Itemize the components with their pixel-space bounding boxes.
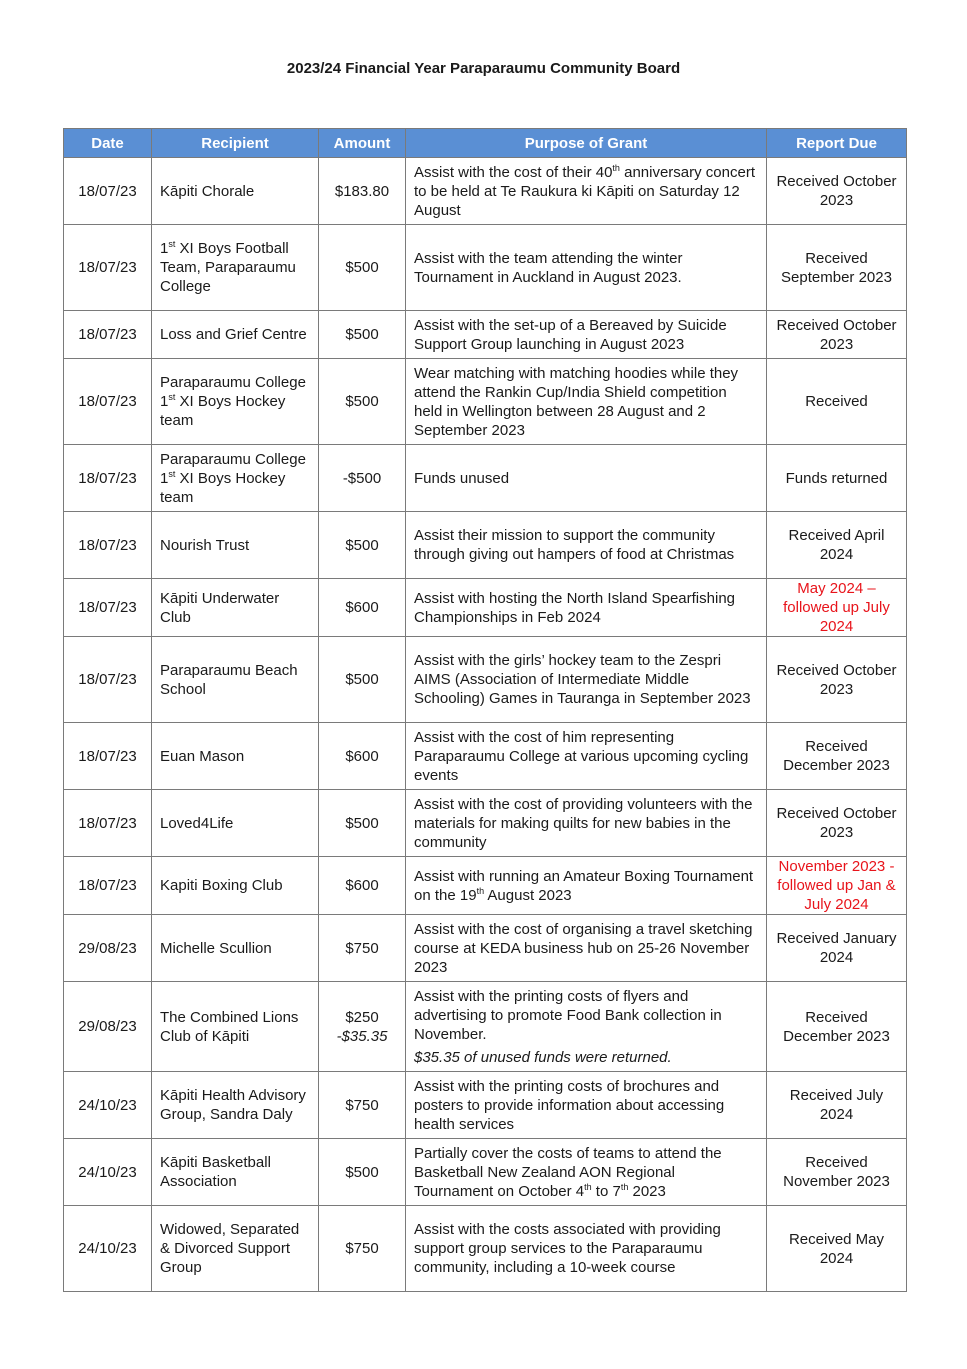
- recipient-cell: Kāpiti Basketball Association: [152, 1139, 319, 1206]
- amount-cell: [319, 359, 406, 445]
- table-row: [64, 915, 907, 982]
- amount-value: $500: [345, 259, 379, 276]
- purpose-text: Assist with the cost of providing volunteers with the materials for making quilts for new babies in the community: [414, 795, 753, 851]
- recipient-cell: Paraparaumu College 1st XI Boys Hockey team: [152, 359, 319, 445]
- amount-value: $600: [345, 599, 379, 616]
- amount-value: $500: [345, 1163, 379, 1181]
- amount-value: $750: [345, 939, 379, 957]
- purpose-text: Assist with the set-up of a Bereaved by Suicide Support Group launching in August 2023: [414, 316, 727, 353]
- recipient-cell: Loss and Grief Centre: [152, 311, 319, 359]
- amount-cell: [319, 857, 406, 915]
- amount-cell: [319, 225, 406, 311]
- column-header-amount: Amount: [319, 129, 406, 158]
- table-row: [64, 512, 907, 579]
- date-cell: 24/10/23: [64, 1072, 152, 1139]
- column-header-recipient: Recipient: [152, 129, 319, 158]
- amount-value: $500: [345, 393, 379, 410]
- recipient-cell: Paraparaumu Beach School: [152, 637, 319, 723]
- amount-value: $183.80: [334, 182, 390, 200]
- purpose-text: Assist with the girls’ hockey team to the Zespri AIMS (Association of Intermediate Middle Schooling) Games in Tauranga in September 2023: [414, 652, 751, 707]
- amount-value: -$500: [342, 469, 382, 487]
- date-cell: 18/07/23: [64, 790, 152, 857]
- date-cell: 18/07/23: [64, 158, 152, 225]
- date-cell: 18/07/23: [64, 225, 152, 311]
- purpose-cell: [406, 982, 767, 1072]
- report-due-cell: May 2024 – followed up July 2024: [767, 579, 907, 637]
- purpose-text: Funds unused: [414, 469, 510, 487]
- purpose-cell: [406, 1206, 767, 1292]
- date-cell: 24/10/23: [64, 1139, 152, 1206]
- purpose-text: Assist with the team attending the winter Tournament in Auckland in August 2023.: [414, 249, 683, 286]
- date-cell: 18/07/23: [64, 723, 152, 790]
- purpose-cell: [406, 311, 767, 359]
- report-due-cell: Received December 2023: [767, 723, 907, 790]
- amount-cell: [319, 445, 406, 512]
- amount-cell: [319, 915, 406, 982]
- purpose-cell: [406, 915, 767, 982]
- purpose-cell: [406, 723, 767, 790]
- purpose-text: Assist with the cost of organising a travel sketching course at KEDA business hub on 25-26 November 2023: [414, 920, 753, 976]
- purpose-cell: [406, 790, 767, 857]
- date-cell: 29/08/23: [64, 982, 152, 1072]
- table-row: [64, 1072, 907, 1139]
- purpose-text: Assist with running an Amateur Boxing Tournament on the 19th August 2023: [414, 867, 754, 904]
- grants-table: [63, 128, 907, 1292]
- table-row: [64, 1206, 907, 1292]
- recipient-cell: Widowed, Separated & Divorced Support Group: [152, 1206, 319, 1292]
- amount-value: $500: [345, 326, 379, 343]
- purpose-text: Assist with the cost of him representing Paraparaumu College at various upcoming cycling events: [414, 728, 749, 784]
- report-due-cell: Received September 2023: [767, 225, 907, 311]
- report-due-cell: Received October 2023: [767, 637, 907, 723]
- report-due-cell: Received October 2023: [767, 790, 907, 857]
- table-row: [64, 579, 907, 637]
- amount-cell: [319, 723, 406, 790]
- amount-value: $250: [345, 1008, 379, 1026]
- date-cell: 29/08/23: [64, 915, 152, 982]
- amount-value: $600: [345, 877, 379, 894]
- amount-cell: [319, 1139, 406, 1206]
- purpose-text: Wear matching with matching hoodies while they attend the Rankin Cup/India Shield competition held in Wellington between 28 August and 2 September 2023: [414, 364, 739, 439]
- recipient-cell: Loved4Life: [152, 790, 319, 857]
- report-due-cell: Received December 2023: [767, 982, 907, 1072]
- table-row: [64, 637, 907, 723]
- table-row: [64, 311, 907, 359]
- amount-value: $500: [345, 536, 379, 554]
- report-due-cell: Funds returned: [767, 445, 907, 512]
- amount-cell: [319, 982, 406, 1072]
- table-row: [64, 359, 907, 445]
- date-cell: 18/07/23: [64, 637, 152, 723]
- table-row: [64, 1139, 907, 1206]
- column-header-report-due: Report Due: [767, 129, 907, 158]
- amount-value: $500: [345, 671, 379, 688]
- recipient-cell: Kāpiti Health Advisory Group, Sandra Daly: [152, 1072, 319, 1139]
- purpose-text: Assist with the printing costs of brochures and posters to provide information about accessing health services: [414, 1077, 725, 1133]
- amount-cell: [319, 790, 406, 857]
- table-header-row: [64, 129, 907, 158]
- report-due-cell: Received April 2024: [767, 512, 907, 579]
- amount-cell: [319, 158, 406, 225]
- purpose-text: Assist with the costs associated with providing support group services to the Paraparaumu community, including a 10-week course: [414, 1221, 721, 1276]
- date-cell: 18/07/23: [64, 579, 152, 637]
- purpose-text: Assist with the cost of their 40th anniversary concert to be held at Te Raukura ki Kāpiti on Saturday 12 August: [414, 162, 755, 219]
- amount-value: $600: [345, 747, 379, 765]
- column-header-date: Date: [64, 129, 152, 158]
- purpose-cell: [406, 359, 767, 445]
- amount-cell: [319, 579, 406, 637]
- table-row: [64, 225, 907, 311]
- purpose-cell: [406, 158, 767, 225]
- amount-value: $750: [345, 1096, 379, 1114]
- table-body: [64, 158, 907, 1292]
- date-cell: 18/07/23: [64, 512, 152, 579]
- purpose-note: $35.35 of unused funds were returned.: [414, 1048, 672, 1066]
- table-row: [64, 857, 907, 915]
- purpose-cell: [406, 637, 767, 723]
- amount-cell: [319, 311, 406, 359]
- report-due-cell: Received January 2024: [767, 915, 907, 982]
- table-row: [64, 723, 907, 790]
- date-cell: 18/07/23: [64, 445, 152, 512]
- purpose-cell: [406, 445, 767, 512]
- recipient-cell: The Combined Lions Club of Kāpiti: [152, 982, 319, 1072]
- date-cell: 18/07/23: [64, 359, 152, 445]
- column-header-purpose: Purpose of Grant: [406, 129, 767, 158]
- purpose-cell: [406, 1139, 767, 1206]
- report-due-cell: Received October 2023: [767, 311, 907, 359]
- recipient-cell: Paraparaumu College 1st XI Boys Hockey team: [152, 445, 319, 512]
- amount-cell: [319, 1072, 406, 1139]
- report-due-cell: Received May 2024: [767, 1206, 907, 1292]
- table-row: [64, 445, 907, 512]
- recipient-cell: Michelle Scullion: [152, 915, 319, 982]
- report-due-cell: Received: [767, 359, 907, 445]
- recipient-cell: 1st XI Boys Football Team, Paraparaumu College: [152, 225, 319, 311]
- purpose-text: Assist their mission to support the community through giving out hampers of food at Christmas: [414, 527, 735, 563]
- amount-cell: [319, 1206, 406, 1292]
- purpose-cell: [406, 225, 767, 311]
- purpose-text: Assist with hosting the North Island Spearfishing Championships in Feb 2024: [414, 589, 735, 626]
- amount-value: $500: [345, 814, 379, 832]
- table-row: [64, 158, 907, 225]
- purpose-cell: [406, 1072, 767, 1139]
- table-row: [64, 982, 907, 1072]
- purpose-cell: [406, 857, 767, 915]
- table-row: [64, 790, 907, 857]
- amount-cell: [319, 512, 406, 579]
- purpose-text: Partially cover the costs of teams to attend the Basketball New Zealand AON Regional Tournament on October 4th to 7th 2023: [414, 1144, 722, 1200]
- report-due-cell: Received July 2024: [767, 1072, 907, 1139]
- date-cell: 18/07/23: [64, 311, 152, 359]
- date-cell: 18/07/23: [64, 857, 152, 915]
- purpose-cell: [406, 579, 767, 637]
- amount-value: $750: [345, 1240, 379, 1257]
- recipient-cell: Euan Mason: [152, 723, 319, 790]
- recipient-cell: Kāpiti Underwater Club: [152, 579, 319, 637]
- purpose-cell: [406, 512, 767, 579]
- report-due-cell: Received October 2023: [767, 158, 907, 225]
- recipient-cell: Kapiti Boxing Club: [152, 857, 319, 915]
- purpose-text: Assist with the printing costs of flyers and advertising to promote Food Bank collection in November.: [414, 987, 722, 1043]
- amount-adjustment: -$35.35: [336, 1027, 388, 1045]
- date-cell: 24/10/23: [64, 1206, 152, 1292]
- report-due-cell: November 2023 - followed up Jan & July 2024: [767, 857, 907, 915]
- amount-cell: [319, 637, 406, 723]
- page-title: 2023/24 Financial Year Paraparaumu Community Board: [286, 60, 681, 77]
- report-due-cell: Received November 2023: [767, 1139, 907, 1206]
- recipient-cell: Kāpiti Chorale: [152, 158, 319, 225]
- recipient-cell: Nourish Trust: [152, 512, 319, 579]
